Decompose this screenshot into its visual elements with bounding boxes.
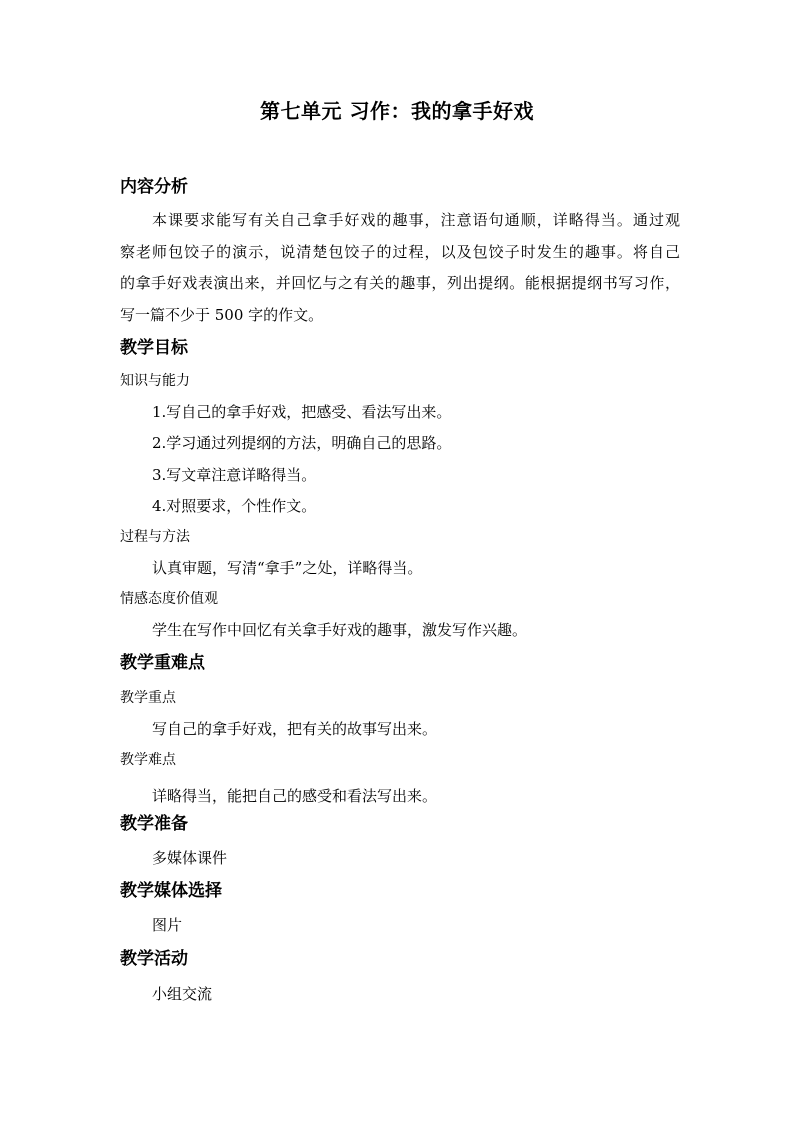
- media-text: 图片: [152, 916, 183, 934]
- difficulty-text: 详略得当，能把自己的感受和看法写出来。: [152, 787, 438, 805]
- content-analysis-line: 本课要求能写有关自己拿手好戏的趣事，注意语句通顺，详略得当。通过观: [152, 211, 680, 229]
- focus-label: 教学重点: [120, 690, 176, 706]
- knowledge-item: 3.写文章注意详略得当。: [152, 466, 317, 484]
- process-text: 认真审题，写清“拿手”之处，详略得当。: [152, 559, 423, 577]
- content-analysis-paragraph: [120, 205, 680, 332]
- content-analysis-line: 的拿手好戏表演出来，并回忆与之有关的趣事，列出提纲。能根据提纲书写习作，: [120, 274, 680, 293]
- content-analysis-heading: 内容分析: [120, 177, 188, 197]
- content-analysis-line: 写一篇不少于 500 字的作文。: [120, 306, 324, 325]
- emotion-text: 学生在写作中回忆有关拿手好戏的趣事，激发写作兴趣。: [152, 621, 528, 639]
- preparation-heading: 教学准备: [120, 814, 188, 834]
- process-label: 过程与方法: [120, 529, 190, 545]
- activity-heading: 教学活动: [120, 949, 188, 969]
- activity-text: 小组交流: [152, 985, 213, 1003]
- preparation-text: 多媒体课件: [152, 849, 228, 867]
- knowledge-item: 4.对照要求，个性作文。: [152, 497, 317, 515]
- emotion-label: 情感态度价值观: [120, 591, 218, 607]
- knowledge-item: 2.学习通过列提纲的方法，明确自己的思路。: [152, 434, 452, 452]
- media-heading: 教学媒体选择: [120, 881, 222, 901]
- difficulty-label: 教学难点: [120, 752, 176, 768]
- knowledge-label: 知识与能力: [120, 373, 190, 389]
- knowledge-item: 1.写自己的拿手好戏，把感受、看法写出来。: [152, 403, 452, 421]
- focus-text: 写自己的拿手好戏，把有关的故事写出来。: [152, 720, 438, 738]
- key-points-heading: 教学重难点: [120, 653, 205, 673]
- page-title: 第七单元 习作：我的拿手好戏: [260, 99, 534, 123]
- content-analysis-line: 察老师包饺子的演示，说清楚包饺子的过程，以及包饺子时发生的趣事。将自己: [120, 242, 680, 261]
- objectives-heading: 教学目标: [120, 338, 188, 358]
